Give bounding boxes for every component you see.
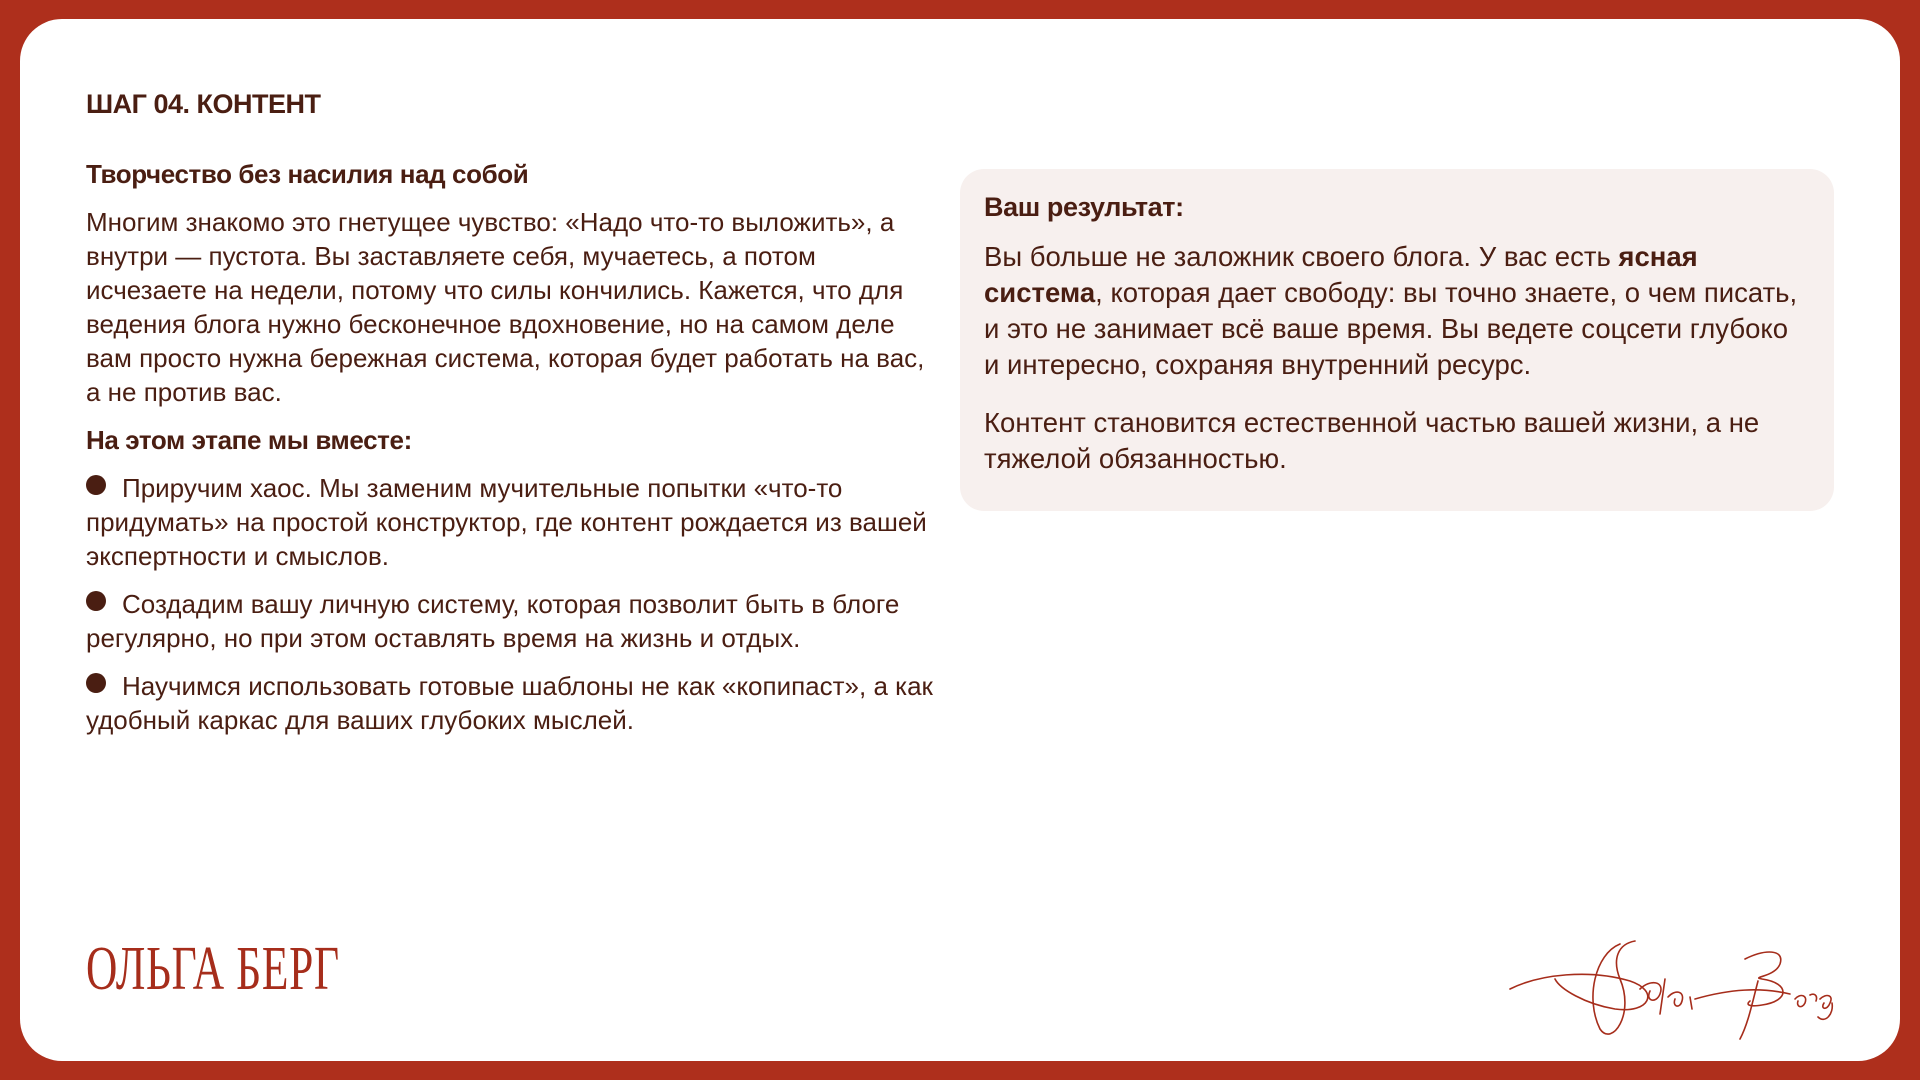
result-text-part: Вы больше не заложник своего блога. У вас есть bbox=[984, 241, 1619, 272]
step-title: ШАГ 04. КОНТЕНТ bbox=[86, 89, 321, 119]
bullet-text: Научимся использовать готовые шаблоны не как «копипаст», а как удобный каркас для ваших глубоких мыслей. bbox=[86, 671, 933, 735]
result-highlight: ясная система bbox=[984, 241, 1698, 308]
bullet-text: Приручим хаос. Мы заменим мучительные попытки «что-то придумать» на простой конструктор, где контент рождается из вашей экспертности и смыслов. bbox=[86, 473, 927, 571]
bullet-dot-icon bbox=[86, 673, 106, 693]
result-conclusion: Контент становится естественной частью вашей жизни, а не тяжелой обязанностью. bbox=[984, 407, 1760, 474]
result-paragraph bbox=[984, 239, 1810, 383]
bullet-list bbox=[86, 471, 936, 737]
brand-logo: ОЛЬГА БЕРГ bbox=[86, 935, 340, 1003]
content-column bbox=[86, 157, 936, 751]
section-heading: Творчество без насилия над собой bbox=[86, 159, 529, 189]
list-item bbox=[86, 587, 936, 655]
list-item bbox=[86, 471, 936, 573]
result-text-part: , которая дает свободу: вы точно знаете, о чем писать, и это не занимает всё ваше время. Вы ведете соцсети глубоко и интересно, сохраняя внутренний ресурс. bbox=[984, 277, 1798, 380]
slide-card bbox=[20, 19, 1900, 1061]
result-title: Ваш результат: bbox=[984, 192, 1184, 222]
signature-icon bbox=[1500, 919, 1860, 1049]
intro-paragraph: Многим знакомо это гнетущее чувство: «Надо что-то выложить», а внутри — пустота. Вы заставляете себя, мучаетесь, а потом исчезаете на недели, потому что силы кончились. Кажется, что для ведения блога нужно бесконечное вдохновение, но на самом деле вам просто нужна бережная система, которая будет работать на вас, а не против вас. bbox=[86, 207, 925, 407]
bullet-text: Создадим вашу личную систему, которая позволит быть в блоге регулярно, но при этом оставлять время на жизнь и отдых. bbox=[86, 589, 900, 653]
together-heading: На этом этапе мы вместе: bbox=[86, 425, 412, 455]
result-box bbox=[960, 169, 1834, 511]
list-item bbox=[86, 669, 936, 737]
bullet-dot-icon bbox=[86, 591, 106, 611]
bullet-dot-icon bbox=[86, 475, 106, 495]
